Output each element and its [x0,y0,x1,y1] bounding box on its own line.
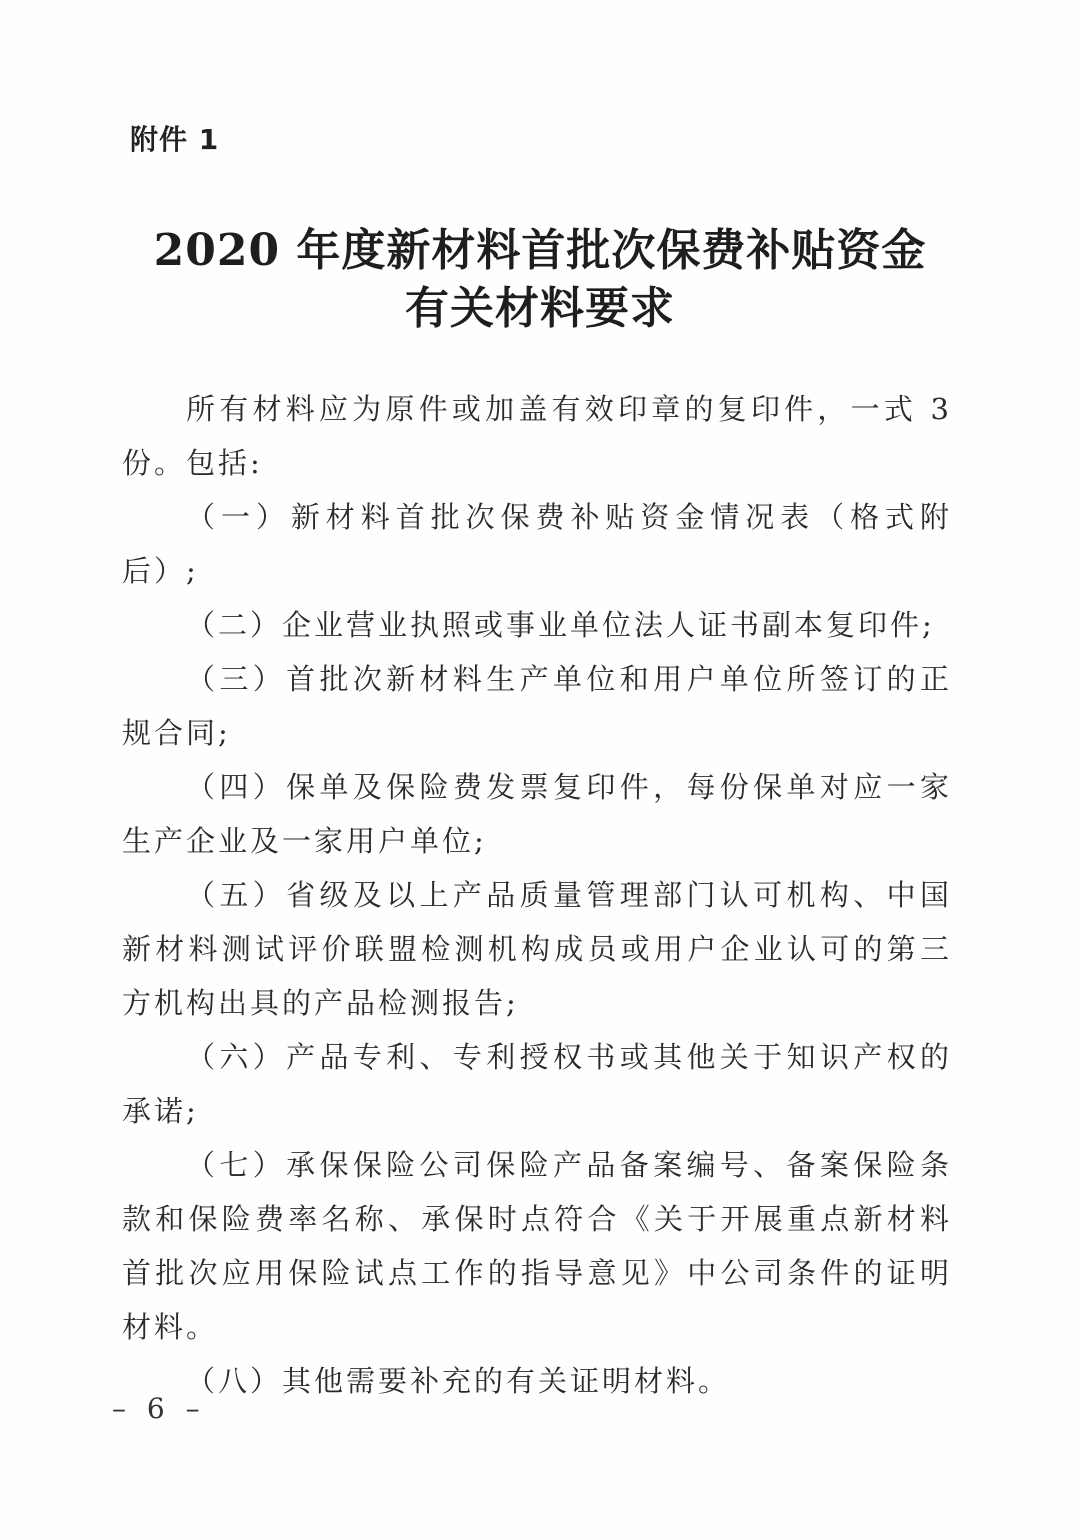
requirement-item-4: （四）保单及保险费发票复印件，每份保单对应一家生产企业及一家用户单位; [122,770,952,858]
page-number: – 6 – [112,1392,206,1425]
intro-paragraph: 所有材料应为原件或加盖有效印章的复印件，一式 3 份。包括: [122,392,952,480]
requirement-item-2: （二）企业营业执照或事业单位法人证书副本复印件; [186,608,935,642]
requirement-item-7: （七）承保保险公司保险产品备案编号、备案保险条款和保险费率名称、承保时点符合《关于开展重点新材料首批次应用保险试点工作的指导意见》中公司条件的证明材料。 [122,1148,952,1344]
attachment-label: 附件 1 [130,123,220,156]
requirement-item-5: （五）省级及以上产品质量管理部门认可机构、中国新材料测试评价联盟检测机构成员或用户企业认可的第三方机构出具的产品检测报告; [122,878,952,1020]
requirement-item-6: （六）产品专利、专利授权书或其他关于知识产权的承诺; [122,1040,952,1128]
document-title-line-2: 有关材料要求 [405,283,675,334]
requirement-item-8: （八）其他需要补充的有关证明材料。 [186,1364,731,1398]
requirement-item-3: （三）首批次新材料生产单位和用户单位所签订的正规合同; [122,662,952,750]
document-title-line-1: 2020 年度新材料首批次保费补贴资金 [153,225,927,276]
document-body [122,382,952,1408]
requirement-item-1: （一）新材料首批次保费补贴资金情况表（格式附后）; [122,500,952,588]
